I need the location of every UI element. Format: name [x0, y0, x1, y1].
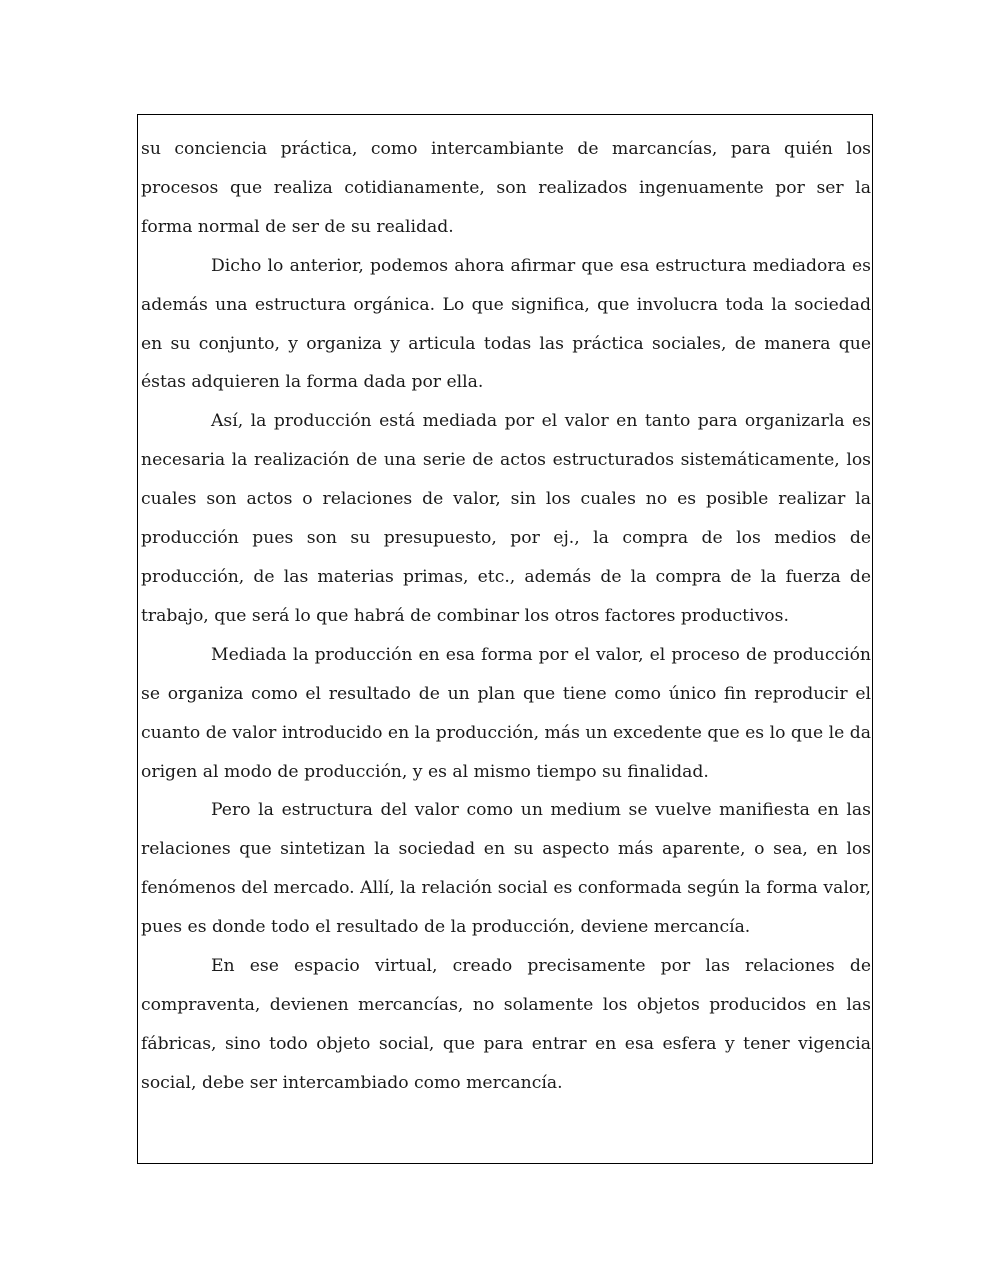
paragraph-1: su conciencia práctica, como intercambiante de marcancías, para quién los procesos que realiza cotidianamente, son realizados ingenuamente por ser la forma normal de ser de su realidad. — [141, 139, 871, 237]
paragraph-6: En ese espacio virtual, creado precisamente por las relaciones de compraventa, devienen mercancías, no solamente los objetos producidos en las fábricas, sino todo objeto social, que para entrar en esa esfera y tener vigencia social, debe ser intercambiado como mercancía. — [141, 956, 871, 1093]
paragraph-5: Pero la estructura del valor como un medium se vuelve manifiesta en las relaciones que sintetizan la sociedad en su aspecto más aparente, o sea, en los fenómenos del mercado. Allí, la relación social es conformada según la forma valor, pues es donde todo el resultado de la producción, deviene mercancía. — [141, 800, 871, 938]
paragraph-4: Mediada la producción en esa forma por el valor, el proceso de producción se organiza como el resultado de un plan que tiene como único fin reproducir el cuanto de valor introducido en la producción, más un excedente que es lo que le da origen al modo de producción, y es al mismo tiempo su finalidad. — [141, 644, 871, 782]
document-body — [141, 130, 871, 1103]
page-frame — [137, 114, 873, 1164]
paragraph-2: Dicho lo anterior, podemos ahora afirmar que esa estructura mediadora es además una estructura orgánica. Lo que significa, que involucra toda la sociedad en su conjunto, y organiza y articula todas las práctica sociales, de manera que éstas adquieren la forma dada por ella. — [141, 255, 871, 393]
paragraph-3: Así, la producción está mediada por el valor en tanto para organizarla es necesaria la realización de una serie de actos estructurados sistemáticamente, los cuales son actos o relaciones de valor, sin los cuales no es posible realizar la producción pues son su presupuesto, por ej., la compra de los medios de producción, de las materias primas, etc., además de la compra de la fuerza de trabajo, que será lo que habrá de combinar los otros factores productivos. — [141, 411, 871, 626]
